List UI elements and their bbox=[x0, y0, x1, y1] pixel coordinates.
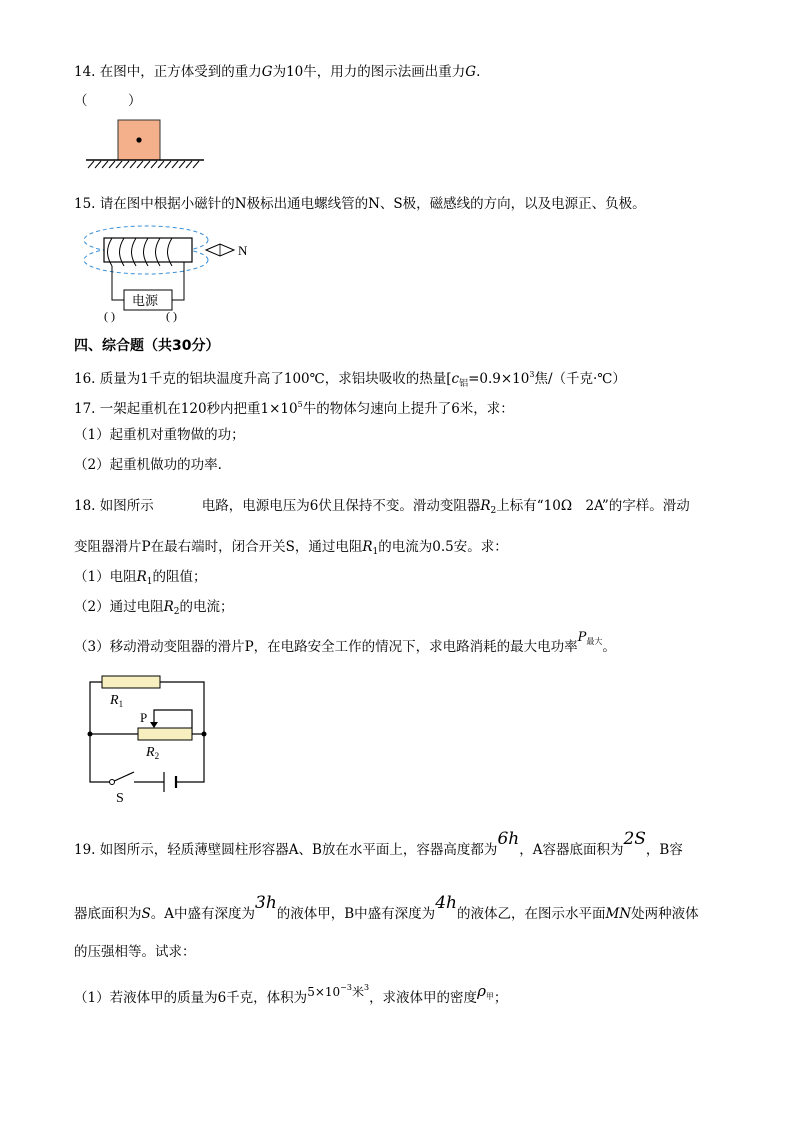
n-pole-label: N bbox=[238, 243, 248, 258]
wire-left bbox=[112, 266, 124, 300]
wire-top bbox=[90, 682, 102, 734]
label-r2: $R_2$ bbox=[146, 745, 160, 761]
q15-text: 15. 请在图中根据小磁针的N极标出通电螺线管的N、S极，磁感线的方向，以及电源正、负极。 bbox=[74, 196, 646, 212]
label-s: S bbox=[116, 791, 124, 806]
switch-pivot bbox=[110, 780, 115, 785]
label-r1: $R_1$ bbox=[110, 693, 124, 709]
q15-figure bbox=[84, 222, 264, 322]
q14-figure bbox=[84, 118, 214, 170]
slider-arrow bbox=[150, 722, 158, 728]
q18-line2: 变阻器滑片P在最右端时，闭合开关S，通过电阻$R_1$的电流为0.5安。求： bbox=[74, 539, 508, 557]
ground-hatch bbox=[88, 161, 199, 168]
switch-blade bbox=[112, 772, 134, 782]
center-of-gravity-dot bbox=[136, 137, 141, 142]
source-terminal-left-blank: ( ) bbox=[104, 309, 115, 323]
q17-part2: （2）起重机做功的功率. bbox=[74, 457, 222, 473]
q18-circuit-diagram bbox=[84, 672, 214, 806]
q17-text: 17. 一架起重机在120秒内把重$1\times 10^5$牛的物体匀速向上提升了6米，求： bbox=[74, 400, 514, 417]
q14-answer-blank: （ ） bbox=[74, 93, 142, 109]
q19-line1: 19. 如图所示，轻质薄壁圆柱形容器A、B放在水平面上，容器高度都为6h，A容器底面积为2S，B容 bbox=[74, 829, 683, 858]
q19-part1: （1）若液体甲的质量为6千克，体积为$5\times 10^{-3}$米$^3$，求液体甲的密度$\rho_甲$； bbox=[74, 982, 508, 1006]
power-source-label: 电源 bbox=[132, 293, 159, 308]
q18-part3: （3）移动滑动变阻器的滑片P，在电路安全工作的情况下，求电路消耗的最大电功率$P_{最大}$。 bbox=[74, 630, 616, 655]
q19-line2: 器底面积为S。A中盛有深度为3h的液体甲，B中盛有深度为4h的液体乙，在图示水平面MN处两种液体 bbox=[74, 893, 699, 922]
solenoid-core bbox=[104, 238, 192, 262]
wire-right bbox=[172, 262, 184, 300]
wire-bottom bbox=[90, 734, 112, 782]
junction-left bbox=[88, 732, 93, 737]
source-terminal-right-blank: ( ) bbox=[166, 309, 177, 323]
q17-part1: （1）起重机对重物做的功； bbox=[74, 427, 245, 443]
q14-text: 14. 在图中，正方体受到的重力G为10牛，用力的图示法画出重力G. bbox=[74, 64, 481, 80]
label-p: P bbox=[140, 710, 148, 725]
q18-part2: （2）通过电阻$R_2$的电流； bbox=[74, 599, 234, 617]
q19-line3: 的压强相等。试求： bbox=[74, 944, 196, 960]
rheostat-r2 bbox=[138, 728, 192, 740]
q18-line1: 18. 如图所示 电路，电源电压为6伏且保持不变。滑动变阻器$R_2$上标有“10Ω 2A”的字样。滑动 bbox=[74, 498, 690, 516]
section-4-heading: 四、综合题（共30分） bbox=[74, 338, 220, 354]
resistor-r1 bbox=[102, 676, 160, 688]
q16-text: 16. 质量为1千克的铝块温度升高了100℃，求铝块吸收的热量[$c_铝=0.9\times 10^3$焦/（千克·℃） bbox=[74, 370, 626, 389]
q18-part1: （1）电阻$R_1$的阻值； bbox=[74, 569, 207, 587]
junction-right bbox=[202, 732, 207, 737]
